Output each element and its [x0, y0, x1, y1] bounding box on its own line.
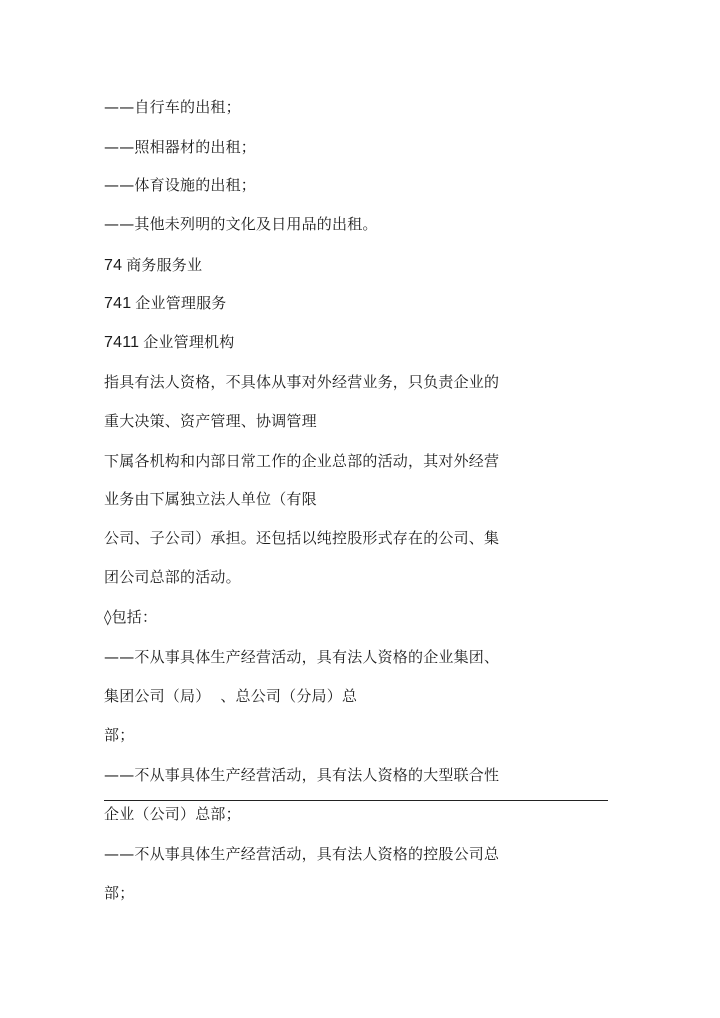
- text-line: ——自行车的出租；: [104, 98, 241, 116]
- text-line: ——不从事具体生产经营活动，具有法人资格的企业集团、: [104, 648, 500, 666]
- section-code: 741: [104, 295, 132, 312]
- section-code: 7411: [104, 334, 140, 351]
- text-line: 部；: [104, 884, 135, 902]
- text-line: ——照相器材的出租；: [104, 138, 257, 156]
- text-line: 下属各机构和内部日常工作的企业总部的活动，其对外经营: [104, 452, 500, 470]
- section-code: 74: [104, 257, 123, 274]
- text-line: ◊包括：: [104, 608, 158, 626]
- text-line: ——不从事具体生产经营活动，具有法人资格的控股公司总: [104, 845, 500, 863]
- text-line: ——不从事具体生产经营活动，具有法人资格的大型联合性: [104, 766, 500, 784]
- section-heading: [104, 254, 202, 276]
- text-line: 业务由下属独立法人单位（有限: [104, 490, 317, 508]
- horizontal-rule: [104, 800, 608, 801]
- section-title: 商务服务业: [126, 256, 203, 274]
- section-title: 企业管理服务: [135, 294, 227, 312]
- text-line: ——体育设施的出租；: [104, 176, 257, 194]
- text-line: 公司、子公司）承担。还包括以纯控股形式存在的公司、集: [104, 529, 500, 547]
- text-line: 部；: [104, 726, 135, 744]
- text-line: 指具有法人资格，不具体从事对外经营业务，只负责企业的: [104, 373, 500, 391]
- text-line: 企业（公司）总部；: [104, 805, 241, 823]
- section-heading: [104, 292, 227, 314]
- section-heading: [104, 331, 234, 353]
- text-line: 重大决策、资产管理、协调管理: [104, 412, 317, 430]
- text-line: 团公司总部的活动。: [104, 568, 241, 586]
- section-title: 企业管理机构: [143, 333, 235, 351]
- text-line: 集团公司（局） 、总公司（分局）总: [104, 687, 358, 705]
- text-line: ——其他未列明的文化及日用品的出租。: [104, 215, 378, 233]
